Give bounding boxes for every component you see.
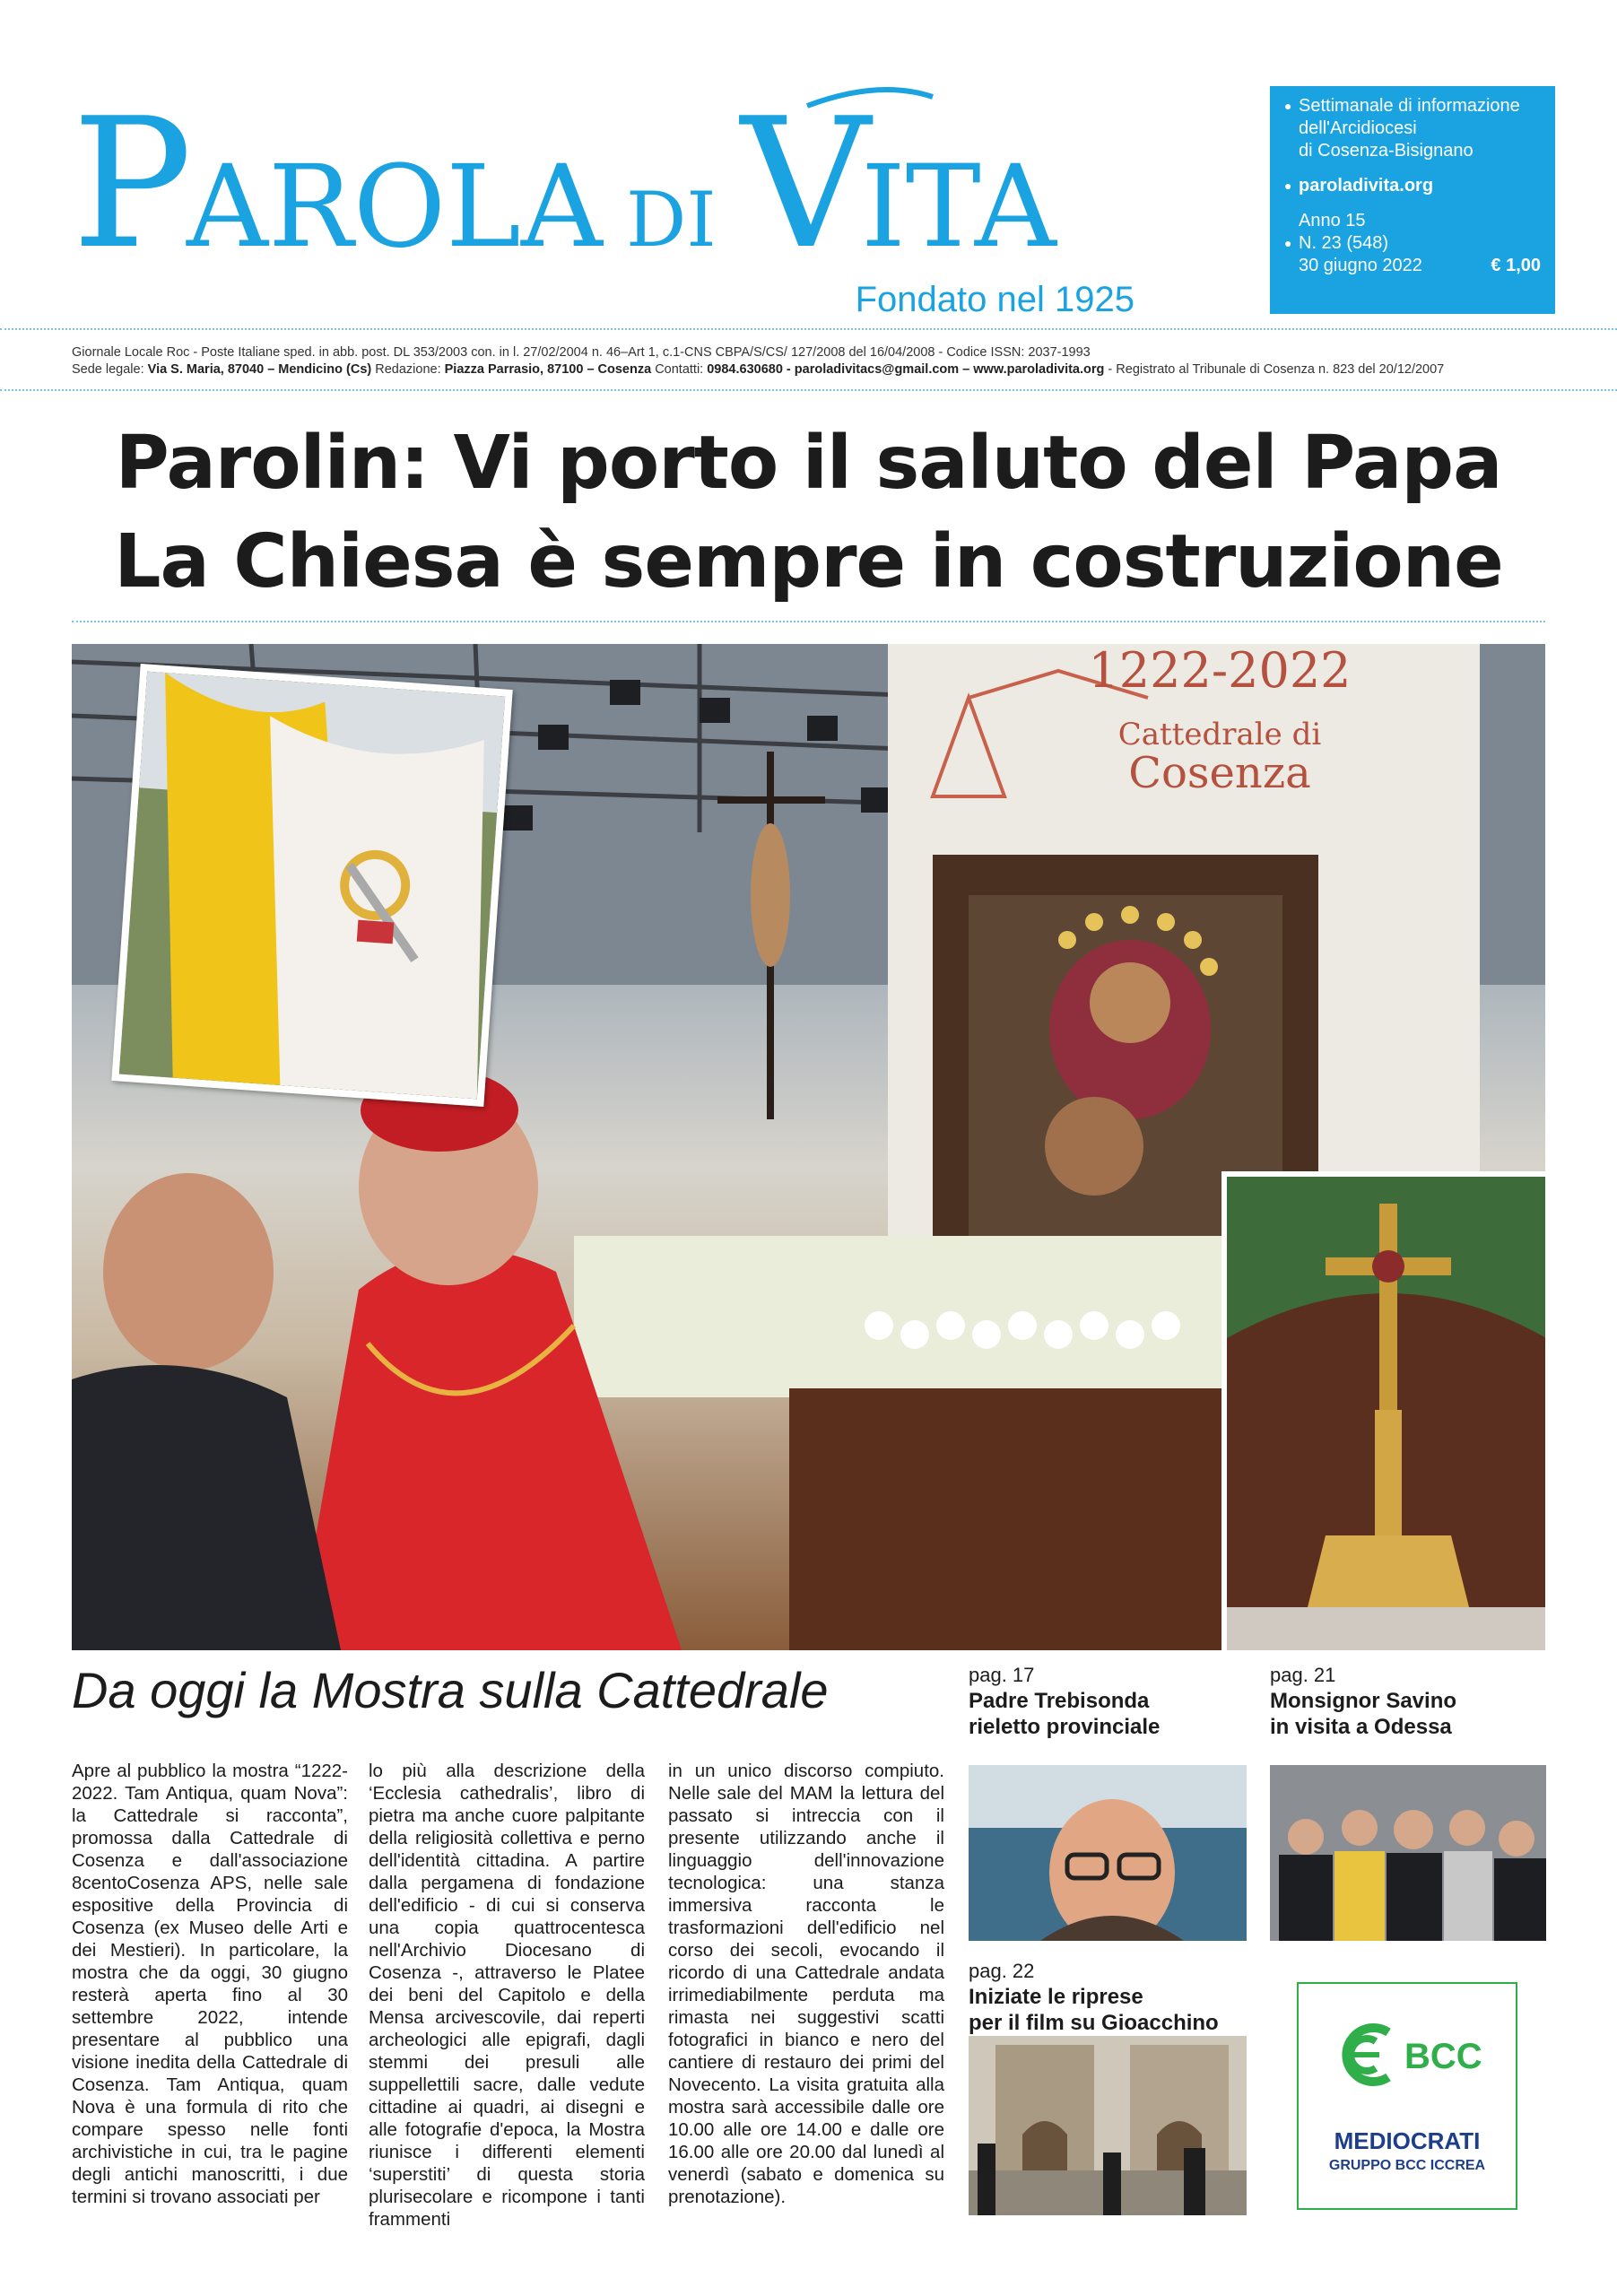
issue-date: 30 giugno 2022 [1299,256,1422,275]
bullet-icon: ● [1284,178,1292,193]
article-column-3: in un unico discorso compiuto. Nelle sale del MAM la lettura del passato si intreccia con il presente utilizzando anche il linguaggio dell'innovazione tecnologica: una stanza immersiva racconta le trasformazioni dell'edificio nel corso dei secoli, evocando il ricordo di una Cattedrale andata irrimediabilmente perduta ma rimasta nei suggestivi scatti fotografici in bianco e nero del cantiere di restauro dei primi del Novecento. La visita gratuita alla mostra sarà accessibile dalle ore 10.00 alle ore 14.00 e dalle ore 16.00 alle ore 20.00 dal lunedì al venerdì (sabato e domenica su prenotazione). [668,1761,944,2207]
headline-line-1: Parolin: Vi porto il saluto del Papa [115,421,1502,506]
bcc-logo-icon [1326,2014,1492,2095]
article-column-1: Apre al pubblico la mostra “1222-2022. Tam Antiqua, quam Nova”: la Cattedrale si racconta”, promossa dalla Cattedrale di Cosenza e dall'associazione 8centoCosenza APS, nelle sale espositive della Provincia di Cosenza (ex Museo delle Arti e dei Mestieri). In particolare, la mostra che da oggi, 30 giugno resterà aperta fino al 30 settembre 2022, intende presentare al pubblico una visione inedita della Cattedrale di Cosenza. Tam Antiqua, quam Nova è una formula di rito che compare spesso nelle fonti archivistiche in cui, tra le pagine degli antichi manoscritti, i due termini si trovano associati per [72,1761,348,2207]
teaser-page: pag. 21 [1270,1664,1336,1686]
issue-price: € 1,00 [1491,256,1541,275]
bcc-advertisement[interactable] [1297,1982,1517,2210]
website-link[interactable]: paroladivita.org [1299,176,1434,196]
inset-photo-cross [1221,1171,1545,1650]
ad-line-1: MEDIOCRATI [1334,2127,1481,2154]
bullet-icon: ● [1284,99,1292,113]
teaser-title-line-1: Monsignor Savino [1270,1689,1457,1713]
founded-tagline: Fondato nel 1925 [855,280,1135,319]
teaser-trebisonda[interactable] [969,1663,1238,1740]
teaser-photo-gioacchino[interactable] [969,2036,1247,2215]
teaser-title-line-2: per il film su Gioacchino [969,2011,1219,2035]
issue-year: Anno 15 [1299,211,1366,230]
teaser-photo-savino[interactable] [1270,1765,1546,1941]
svg-text:P: P [72,80,193,285]
logo-wordmark [72,70,1148,285]
masthead-info-box [1270,86,1555,314]
processional-cross-image [1227,1177,1545,1650]
portrait-image [969,1765,1247,1941]
headline-divider [72,621,1545,622]
legal-line-1: Giornale Locale Roc - Poste Italiane sped. in abb. post. DL 353/2003 con. in l. 27/02/2004 n. 46–Art 1, c.1-CNS CBPA/S/CS/ 127/2008 del 16/04/2008 - Codice ISSN: 2037-1993 [72,345,1091,360]
svg-text:DI: DI [626,176,717,264]
teaser-title-line-1: Iniziate le riprese [969,1985,1143,2009]
ad-brand: BCC [1404,2037,1482,2076]
svg-text:ITA: ITA [861,141,1056,273]
banner-line-1: Cattedrale di [1117,717,1322,752]
vatican-flag-image [119,672,505,1100]
teaser-page: pag. 17 [969,1664,1035,1686]
info-line2: dell'Arcidiocesi [1299,118,1417,138]
svg-text:V: V [741,80,871,285]
legal-line-2: Sede legale: Via S. Maria, 87040 – Mendicino (Cs) Redazione: Piazza Parrasio, 87100 – Cosenza Contatti: 0984.630680 - paroladivitacs@gmail.com – www.paroladivita.org - Registrato al Tribunale di Cosenza n. 823 del 20/12/2007 [72,362,1445,377]
article-column-2: lo più alla descrizione della ‘Ecclesia cathedralis’, libro di pietra ma anche cuore palpitante della religiosità collettiva e perno dell'identità cittadina. A partire dalla pergamena di fondazione dell'edificio - di cui si conserva una copia quattrocentesca nell'Archivio Diocesano di Cosenza -, attraverso le Platee dei beni del Capitolo e della Mensa arcivescovile, dai reperti archeologici alle epigrafi, dagli stemmi dei presuli alle suppellettili sacre, dalle vedute cittadine ai quadri, ai disegni e alle fotografie d'epoca, la Mostra riunisce i differenti elementi ‘superstiti’ di questa storia plurisecolare e ricompone i tanti frammenti [369,1761,645,2230]
main-photo [72,644,1545,1650]
ad-line-2: GRUPPO BCC ICCREA [1328,2158,1486,2173]
svg-text:AROLA: AROLA [187,141,603,273]
teaser-title-line-2: rieletto provinciale [969,1715,1161,1739]
teaser-title-line-1: Padre Trebisonda [969,1689,1150,1713]
teaser-gioacchino[interactable] [969,1959,1265,2036]
teaser-photo-trebisonda[interactable] [969,1765,1247,1941]
issue-number: N. 23 (548) [1299,233,1389,253]
teaser-title-line-2: in visita a Odessa [1270,1715,1452,1739]
article-title: Da oggi la Mostra sulla Cattedrale [72,1662,829,1718]
info-line1: Settimanale di informazione [1299,96,1520,116]
teaser-page: pag. 22 [969,1960,1035,1982]
legal-info [72,344,1560,378]
masthead-divider [0,328,1617,330]
group-photo-image [1270,1765,1546,1941]
bullet-icon: ● [1284,236,1292,250]
newspaper-logo [72,70,1148,285]
legal-divider [0,389,1617,391]
banner-years: 1222-2022 [1088,644,1352,699]
headline-line-2: La Chiesa è sempre in costruzione [114,519,1503,604]
teaser-savino[interactable] [1270,1663,1539,1740]
inset-photo-flag [111,664,512,1107]
film-set-image [969,2036,1247,2215]
info-line3: di Cosenza-Bisignano [1299,141,1474,161]
banner-line-2: Cosenza [1128,748,1311,798]
main-headline [72,414,1545,612]
